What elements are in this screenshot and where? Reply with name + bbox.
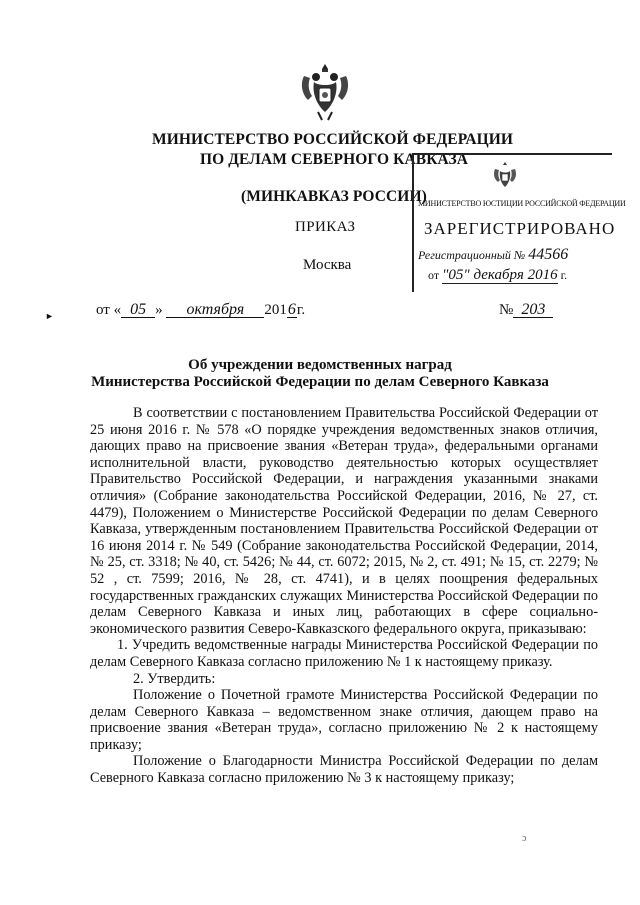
clause-1-paragraph: 1. Учредить ведомственные награды Министерства Российской Федерации по делам Северного Кавказа согласно приложению № 1 к настоящему приказу. — [90, 637, 598, 670]
date-year-digit: 6 — [287, 301, 296, 318]
clause-2-item-1: Положение о Почетной грамоте Министерства Российской Федерации по делам Северного Кавказа – ведомственном знаке отличия, дающем право на присвоение звания «Ветеран труда», согласно приложению № 2 к настоящему приказу; — [90, 687, 598, 753]
preamble-paragraph: В соответствии с постановлением Правительства Российской Федерации от 25 июня 2016 г. № 578 «О порядке учреждения ведомственных знаков отличия, дающих право на присвоение звания «Ветеран труда», федеральными органами исполнительной власти, руководство деятельностью которых осуществляет Правительство Российской Федерации, и награждения указанными знаками отличия» (Собрание законодательства Российской Федерации, 2016, № 27, ст. 4479), Положением о Министерстве Российской Федерации по делам Северного Кавказа, утвержденным постановлением Правительства Российской Федерации от 16 июня 2014 г. № 549 (Собрание законодательства Российской Федерации, 2014, № 25, ст. 3318; № 40, ст. 5426; № 44, ст. 6072; 2015, № 2, ст. 491; № 15, ст. 2279; № 52 , ст. 7599; 2016, № 28, ст. 4741), и в целях поощрения федеральных государственных гражданских служащих Министерства Российской Федерации по делам Северного Кавказа и иных лиц, работающих в сфере социально-экономического развития Северо-Кавказского федерального округа, приказываю: — [90, 405, 598, 637]
stamp-registration-date — [428, 267, 567, 284]
stamp-organization: МИНИСТЕРСТВО ЮСТИЦИИ РОССИЙСКОЙ ФЕДЕРАЦИИ — [418, 199, 626, 208]
stamp-date-suffix: г. — [560, 268, 568, 282]
ministry-abbreviation: (МИНКАВКАЗ РОССИИ) — [241, 188, 427, 205]
date-day: 05 — [121, 303, 155, 318]
stamp-reg-number: 44566 — [528, 246, 569, 263]
ministry-name-line-1: МИНИСТЕРСТВО РОССИЙСКОЙ ФЕДЕРАЦИИ — [152, 131, 514, 148]
date-year-prefix: 201 — [264, 302, 287, 318]
date-prefix: от « — [96, 302, 122, 318]
ministry-name-line-2: ПО ДЕЛАМ СЕВЕРНОГО КАВКАЗА — [200, 151, 469, 168]
stamp-date-label: от — [428, 268, 440, 282]
number-value: 203 — [513, 303, 553, 318]
order-number — [499, 302, 553, 319]
order-body — [90, 405, 598, 787]
document-type: ПРИКАЗ — [295, 219, 356, 235]
number-prefix: № — [499, 302, 514, 318]
clause-2-heading: 2. Утвердить: — [133, 670, 216, 687]
date-month: октября — [166, 303, 264, 318]
stamp-reg-label: Регистрационный № — [418, 248, 526, 262]
stamp-registration-number — [418, 246, 568, 264]
date-year-suffix: г. — [296, 302, 306, 318]
coat-of-arms-emblem — [298, 60, 352, 122]
stamp-date-value: "05" декабря 2016 — [442, 267, 558, 283]
clause-2-item-2: Положение о Благодарности Министра Российской Федерации по делам Северного Кавказа согласно приложению № 3 к настоящему приказу; — [90, 753, 598, 787]
stamp-emblem-icon — [492, 161, 518, 191]
date-month-separator: » — [155, 302, 163, 318]
margin-mark: ► — [45, 311, 54, 321]
stamp-registered: ЗАРЕГИСТРИРОВАНО — [424, 219, 616, 238]
handwritten-mark: ɔ — [522, 833, 527, 844]
city: Москва — [303, 257, 352, 273]
registration-stamp — [412, 153, 626, 292]
order-date — [96, 302, 305, 319]
order-title-line-1: Об учреждении ведомственных наград — [188, 357, 452, 373]
order-title-line-2: Министерства Российской Федерации по делам Северного Кавказа — [91, 374, 549, 390]
